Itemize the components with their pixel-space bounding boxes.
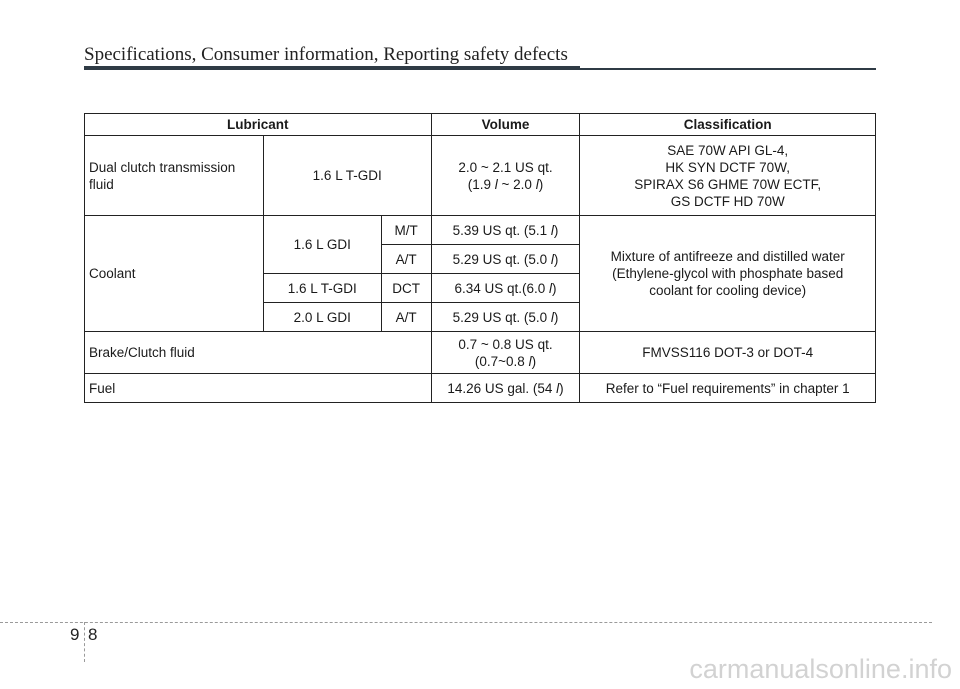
page-number-separator [84, 622, 85, 662]
dct-fluid-label-line2: fluid [89, 176, 114, 192]
litre-unit: l [550, 309, 554, 325]
footer-dashed-rule [0, 622, 932, 623]
site-watermark: carmanualsonline.info [689, 654, 952, 684]
dct-fluid-label-line1: Dual clutch transmission [89, 159, 236, 175]
brake-volume-cell [431, 332, 580, 374]
fuel-lubricant-cell: Fuel [85, 374, 432, 403]
dct-fluid-volume-cell [431, 136, 580, 216]
coolant-volume-close: ) [553, 222, 559, 238]
dct-fluid-volume-line2 [436, 176, 576, 193]
table-row-dct-fluid [85, 136, 876, 216]
fuel-volume-cell [431, 374, 580, 403]
brake-classification-cell: FMVSS116 DOT-3 or DOT-4 [580, 332, 876, 374]
coolant-volume-4 [431, 303, 580, 332]
header-rule-thick [84, 66, 580, 70]
coolant-engine-4: 2.0 L GDI [263, 303, 381, 332]
coolant-trans-1: M/T [381, 216, 431, 245]
dct-volume-text-c: ) [538, 176, 544, 192]
header-lubricant: Lubricant [85, 114, 432, 136]
table-header-row [85, 114, 876, 136]
litre-unit: l [556, 380, 560, 396]
litre-unit: l [550, 222, 554, 238]
dct-class-line4: GS DCTF HD 70W [670, 193, 785, 209]
coolant-volume-close: ) [553, 309, 559, 325]
dct-fluid-engine-cell: 1.6 L T-GDI [263, 136, 431, 216]
litre-unit: l [528, 353, 532, 369]
litre-unit: l [550, 251, 554, 267]
brake-volume-line2 [436, 353, 576, 370]
coolant-trans-3: DCT [381, 274, 431, 303]
coolant-volume-text: 6.34 US qt.(6.0 [454, 280, 550, 296]
coolant-volume-3 [431, 274, 580, 303]
litre-unit: l [494, 176, 498, 192]
coolant-class-line2: (Ethylene-glycol with phosphate based [612, 266, 844, 281]
dct-volume-text-b: ~ 2.0 [497, 176, 536, 192]
coolant-class-line3: coolant for cooling device) [649, 283, 807, 298]
fuel-classification-cell: Refer to “Fuel requirements” in chapter 1 [580, 374, 876, 403]
table-row-brake [85, 332, 876, 374]
coolant-lubricant-cell: Coolant [85, 216, 264, 332]
dct-class-line1: SAE 70W API GL-4, [667, 142, 789, 158]
header-rule-thin [580, 68, 876, 70]
dct-volume-text-a: (1.9 [467, 176, 495, 192]
litre-unit: l [535, 176, 539, 192]
dct-class-line3: SPIRAX S6 GHME 70W ECTF, [634, 176, 822, 192]
dct-class-line2: HK SYN DCTF 70W, [665, 159, 790, 175]
page-header-title: Specifications, Consumer information, Reporting safety defects [84, 44, 568, 65]
fuel-volume-close: ) [559, 380, 564, 396]
dct-fluid-volume-line1: 2.0 ~ 2.1 US qt. [458, 159, 553, 175]
dct-fluid-lubricant-cell [85, 136, 264, 216]
brake-volume-line1: 0.7 ~ 0.8 US qt. [458, 336, 553, 352]
brake-volume-text: (0.7~0.8 [474, 353, 529, 369]
page-number-left: 9 [70, 625, 80, 644]
header-classification: Classification [580, 114, 876, 136]
coolant-volume-2 [431, 245, 580, 274]
coolant-trans-2: A/T [381, 245, 431, 274]
lubricant-spec-table [84, 113, 876, 403]
coolant-volume-text: 5.29 US qt. (5.0 [452, 251, 551, 267]
coolant-trans-4: A/T [381, 303, 431, 332]
table-row-fuel [85, 374, 876, 403]
coolant-volume-text: 5.39 US qt. (5.1 [452, 222, 551, 238]
brake-lubricant-cell: Brake/Clutch fluid [85, 332, 432, 374]
dct-fluid-classification-cell [580, 136, 876, 216]
header-volume: Volume [431, 114, 580, 136]
coolant-volume-close: ) [553, 251, 559, 267]
coolant-class-line1: Mixture of antifreeze and distilled water [610, 249, 845, 264]
fuel-volume-text: 14.26 US gal. (54 [447, 380, 557, 396]
table-row-coolant-1 [85, 216, 876, 245]
litre-unit: l [549, 280, 553, 296]
brake-volume-close: ) [531, 353, 537, 369]
page-number-right: 8 [88, 625, 98, 644]
coolant-engine-3: 1.6 L T-GDI [263, 274, 381, 303]
coolant-volume-1 [431, 216, 580, 245]
coolant-engine-1: 1.6 L GDI [263, 216, 381, 274]
coolant-volume-text: 5.29 US qt. (5.0 [452, 309, 551, 325]
coolant-classification-cell [580, 216, 876, 332]
coolant-volume-close: ) [552, 280, 557, 296]
